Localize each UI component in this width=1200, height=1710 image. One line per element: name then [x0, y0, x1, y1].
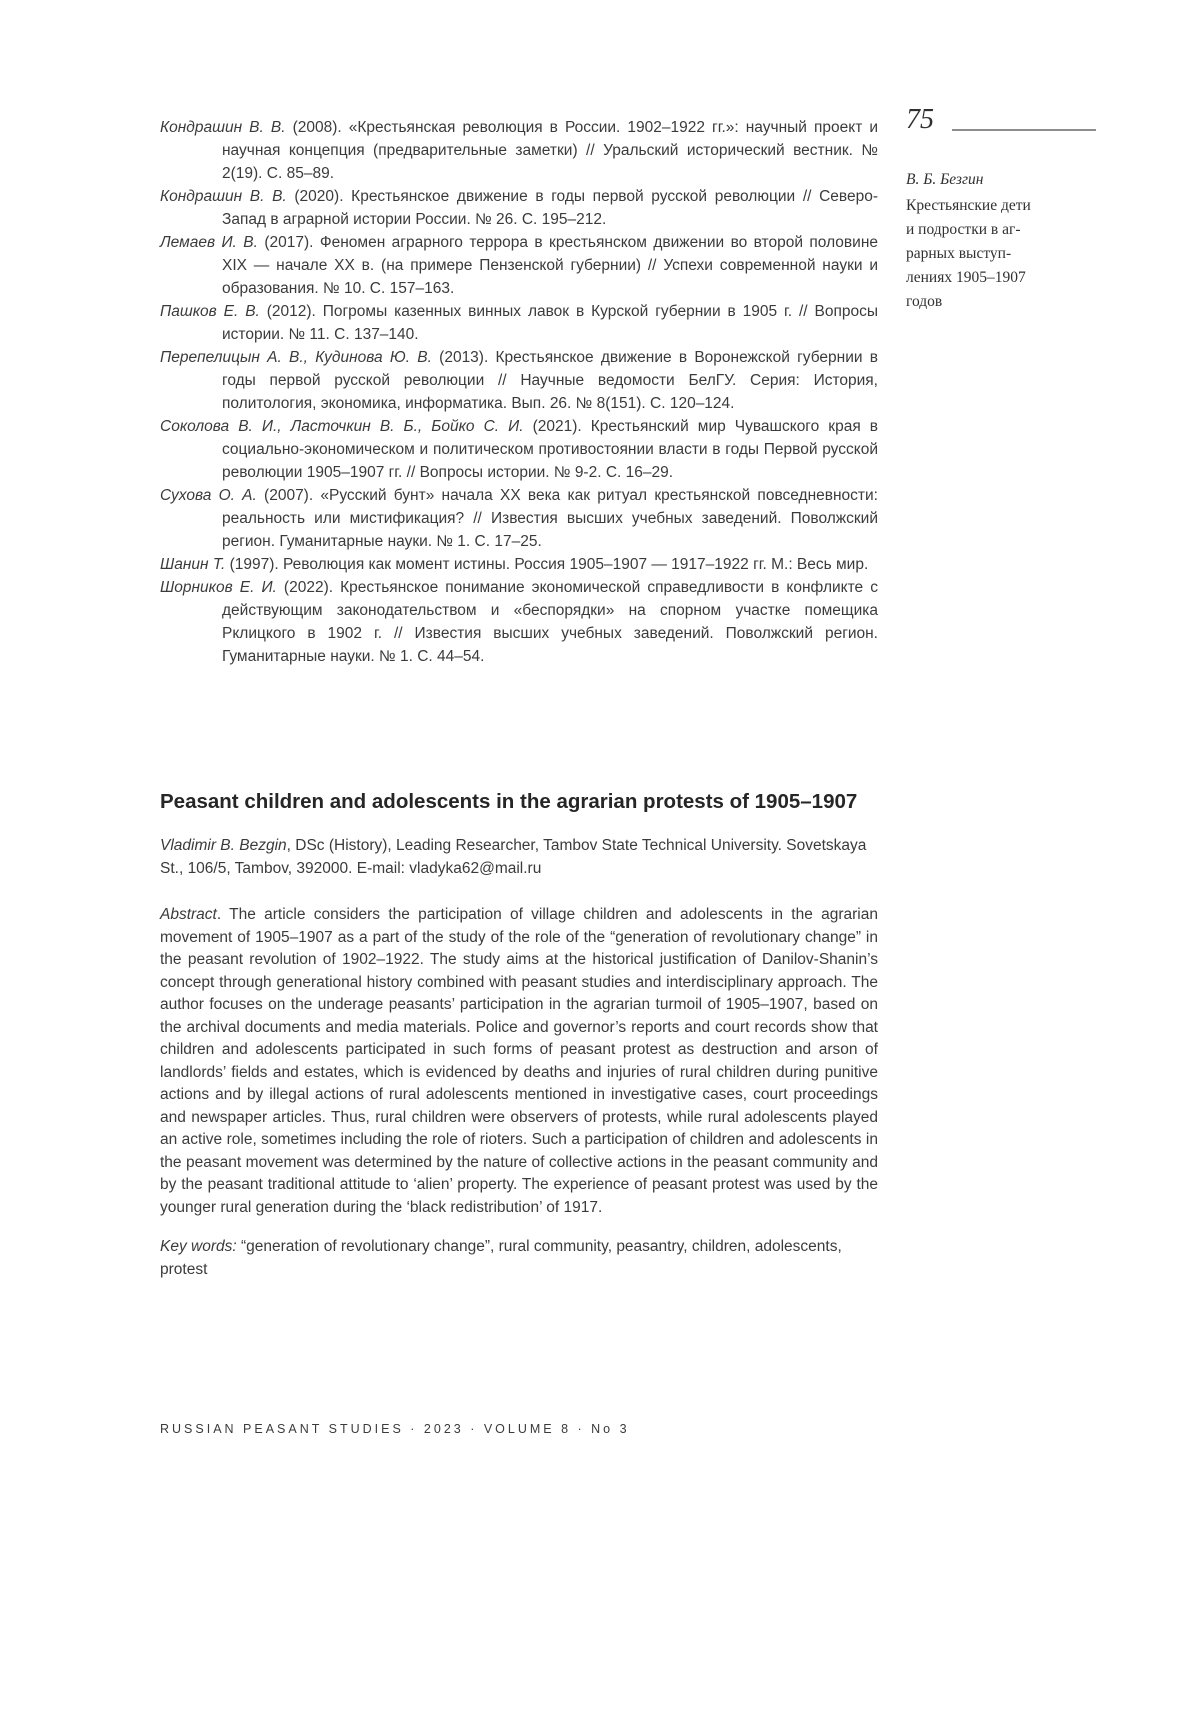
reference-entry: [160, 553, 878, 576]
sidebar-title-line: Крестьянские дети: [906, 197, 1031, 214]
reference-entry: [160, 300, 878, 346]
reference-text: (2007). «Русский бунт» начала XX века как ритуал крестьянской повседневности: реальность или мистификация? // Известия высших учебных заведений. Поволжский регион. Гуманитарные науки. № 1. С. 17–25.: [222, 487, 878, 550]
sidebar-running-head: [906, 168, 1061, 314]
reference-entry: [160, 231, 878, 300]
reference-text: (2022). Крестьянское понимание экономической справедливости в конфликте с действующим законодательством и «беспорядки» на спорном участке помещика Рклицкого в 1902 г. // Известия высших учебных заведений. Поволжский регион. Гуманитарные науки. № 1. С. 44–54.: [222, 579, 878, 665]
reference-text: (2021). Крестьянский мир Чувашского края в социально-экономическом и политическом противостоянии власти в годы Первой русской революции 1905–1907 гг. // Вопросы истории. № 9-2. С. 16–29.: [222, 418, 878, 481]
reference-authors: Перепелицын А. В., Кудинова Ю. В.: [160, 349, 432, 366]
sidebar-title-line: лениях 1905–1907: [906, 269, 1026, 286]
abstract: [160, 904, 878, 1219]
reference-authors: Лемаев И. В.: [160, 234, 258, 251]
reference-text: (2017). Феномен аграрного террора в крестьянском движении во второй половине XIX — начале XX в. (на примере Пензенской губернии) // Успехи современной науки и образования. № 10. С. 157–163.: [222, 234, 878, 297]
english-article-header: [160, 788, 878, 1281]
header-rule: [952, 129, 1096, 131]
reference-text: (2013). Крестьянское движение в Воронежской губернии в годы первой русской революции // Научные ведомости БелГУ. Серия: История, политология, экономика, информатика. Вып. 26. № 8(151). С. 120–124.: [222, 349, 879, 412]
keywords-label: Key words:: [160, 1238, 237, 1255]
reference-entry: [160, 415, 878, 484]
references-section: [160, 116, 878, 668]
sidebar-title-line: годов: [906, 293, 943, 310]
reference-text: (2008). «Крестьянская революция в России. 1902–1922 гг.»: научный проект и научная концепция (предварительные заметки) // Уральский исторический вестник. № 2(19). С. 85–89.: [222, 119, 879, 182]
keywords-text: “generation of revolutionary change”, rural community, peasantry, children, adolescents, protest: [160, 1238, 842, 1278]
reference-entry: [160, 346, 878, 415]
reference-text: (2012). Погромы казенных винных лавок в Курской губернии в 1905 г. // Вопросы истории. № 11. С. 137–140.: [222, 303, 878, 343]
journal-footer: RUSSIAN PEASANT STUDIES · 2023 · VOLUME 8 · No 3: [160, 1422, 630, 1436]
abstract-label: Abstract: [160, 906, 217, 923]
reference-authors: Шорников Е. И.: [160, 579, 277, 596]
reference-authors: Кондрашин В. В.: [160, 119, 286, 136]
abstract-text: . The article considers the participation of village children and adolescents in the agrarian movement of 1905–1907 as a part of the study of the role of the “generation of revolutionary change” in the peasant revolution of 1902–1922. The study aims at the historical justification of Danilov-Shanin’s concept through generational history combined with peasant studies and interdisciplinary approach. The author focuses on the underage peasants’ participation in the agrarian turmoil of 1905–1907, based on the archival documents and media materials. Police and governor’s reports and court records show that children and adolescents participated in such forms of peasant protest as destruction and arson of landlords’ fields and estates, which is evidenced by deaths and injuries of rural children during punitive actions and by illegal actions of rural adolescents mentioned in investigative cases, court proceedings and newspaper articles. Thus, rural children were observers of protests, while rural adolescents played an active role, sometimes including the role of rioters. Such a participation of children and adolescents in the peasant movement was determined by the nature of collective actions in the peasant community and by the peasant traditional attitude to ‘alien’ property. The experience of peasant protest was used by the younger rural generation during the ‘black redistribution’ of 1917.: [160, 906, 878, 1216]
reference-authors: Пашков Е. В.: [160, 303, 260, 320]
sidebar-title-line: рарных выступ-: [906, 245, 1012, 262]
reference-entry: [160, 116, 878, 185]
reference-entry: [160, 484, 878, 553]
reference-text: (2020). Крестьянское движение в годы первой русской революции // Северо-Запад в аграрной истории России. № 26. С. 195–212.: [222, 188, 879, 228]
references-list: [160, 116, 878, 668]
sidebar-title-line: и подростки в аг-: [906, 221, 1021, 238]
author-info: [160, 834, 878, 880]
reference-authors: Сухова О. А.: [160, 487, 257, 504]
reference-authors: Шанин Т.: [160, 556, 226, 573]
keywords: [160, 1235, 878, 1281]
reference-entry: [160, 185, 878, 231]
sidebar-article-title: [906, 194, 1061, 314]
author-name: Vladimir B. Bezgin: [160, 837, 287, 854]
reference-authors: Соколова В. И., Ласточкин В. Б., Бойко С. И.: [160, 418, 524, 435]
reference-entry: [160, 576, 878, 668]
article-title: Peasant children and adolescents in the agrarian protests of 1905–1907: [160, 790, 858, 813]
author-details: , DSc (History), Leading Researcher, Tambov State Technical University. Sovetskaya St., 106/5, Tambov, 392000. E-mail: vladyka62@mail.ru: [160, 837, 867, 877]
reference-authors: Кондрашин В. В.: [160, 188, 287, 205]
reference-text: (1997). Революция как момент истины. Россия 1905–1907 — 1917–1922 гг. М.: Весь мир.: [225, 556, 869, 573]
sidebar-author: В. Б. Безгин: [906, 171, 984, 188]
page-number: 75: [906, 104, 934, 135]
